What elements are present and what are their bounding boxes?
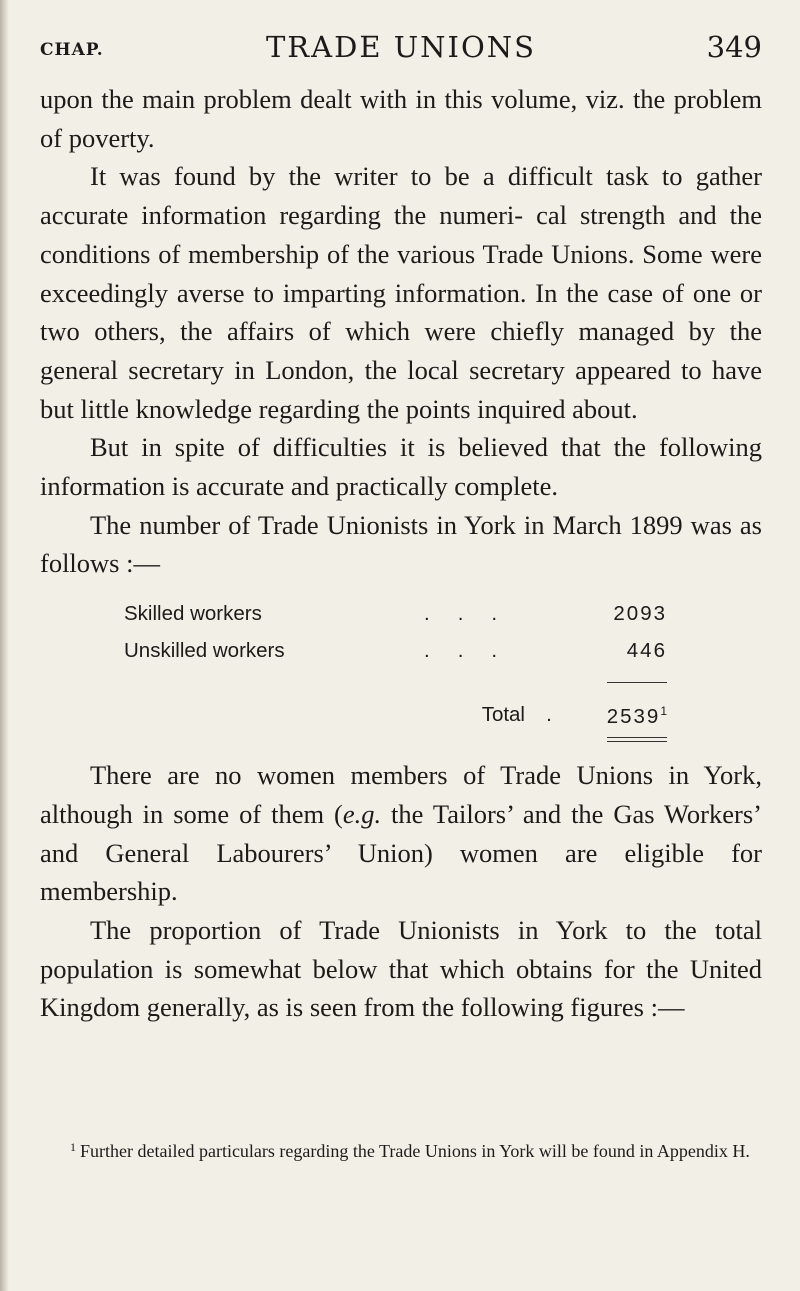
dot-leader: ... — [424, 639, 526, 663]
row-value: 446 — [626, 639, 667, 663]
footnote-text: Further detailed particulars regarding the Trade Unions in York will be found in Appendix H. — [80, 1141, 750, 1161]
total-value: 2539$^1$ — [606, 704, 667, 729]
paragraph-difficulty: It was found by the writer to be a difficult task to gather accurate information regarding the numeri- cal strength and the conditions of membership of the various Trade Unions. Some were exceedingly averse to imparting information. In the case of one or two others, the affairs of which were chiefly managed by the general secretary in London, the local secretary appeared to have but little knowledge regarding the points inquired about. — [40, 161, 762, 424]
dot-leader: ... — [424, 602, 526, 626]
paragraph-women-members: There are no women members of Trade Unions in York, although in some of them (e.g. the Tailors’ and the Gas Workers’ and General Labourers’ Union) women are eligible for membership. — [40, 760, 762, 907]
paragraph-accuracy: But in spite of difficulties it is believed that the following information is accurate and practically complete. — [40, 432, 762, 502]
running-title: TRADE UNIONS — [265, 30, 537, 64]
footnote — [40, 1136, 762, 1163]
total-double-rule — [607, 737, 667, 742]
chapter-label: CHAP. — [40, 40, 104, 60]
paragraph-table-intro: The number of Trade Unionists in York in March 1899 was as follows :— — [40, 509, 762, 579]
book-spine-shadow — [0, 0, 9, 1291]
paragraph-continuation: upon the main problem dealt with in this volume, viz. the problem of poverty. — [40, 84, 762, 153]
paragraph-proportion: The proportion of Trade Unionists in York to the total population is somewhat below that which obtains for the United Kingdom generally, as is seen from the following figures :— — [40, 914, 762, 1023]
sum-rule — [124, 669, 667, 693]
table-row — [124, 595, 667, 632]
page-number: 349 — [706, 30, 762, 64]
italic-eg: e.g. — [342, 798, 382, 829]
membership-table — [124, 595, 667, 742]
running-header — [40, 30, 762, 70]
row-label: Skilled workers — [124, 602, 262, 626]
row-value: 2093 — [613, 602, 667, 626]
table-row — [124, 632, 667, 669]
footnote-mark: 1 — [70, 1140, 76, 1154]
footnote-reference: 1 — [660, 704, 667, 719]
body-text — [40, 80, 762, 1027]
total-row — [124, 693, 667, 735]
row-label: Unskilled workers — [124, 639, 285, 663]
total-label: Total — [481, 702, 525, 726]
dot-leader: . — [546, 702, 552, 726]
